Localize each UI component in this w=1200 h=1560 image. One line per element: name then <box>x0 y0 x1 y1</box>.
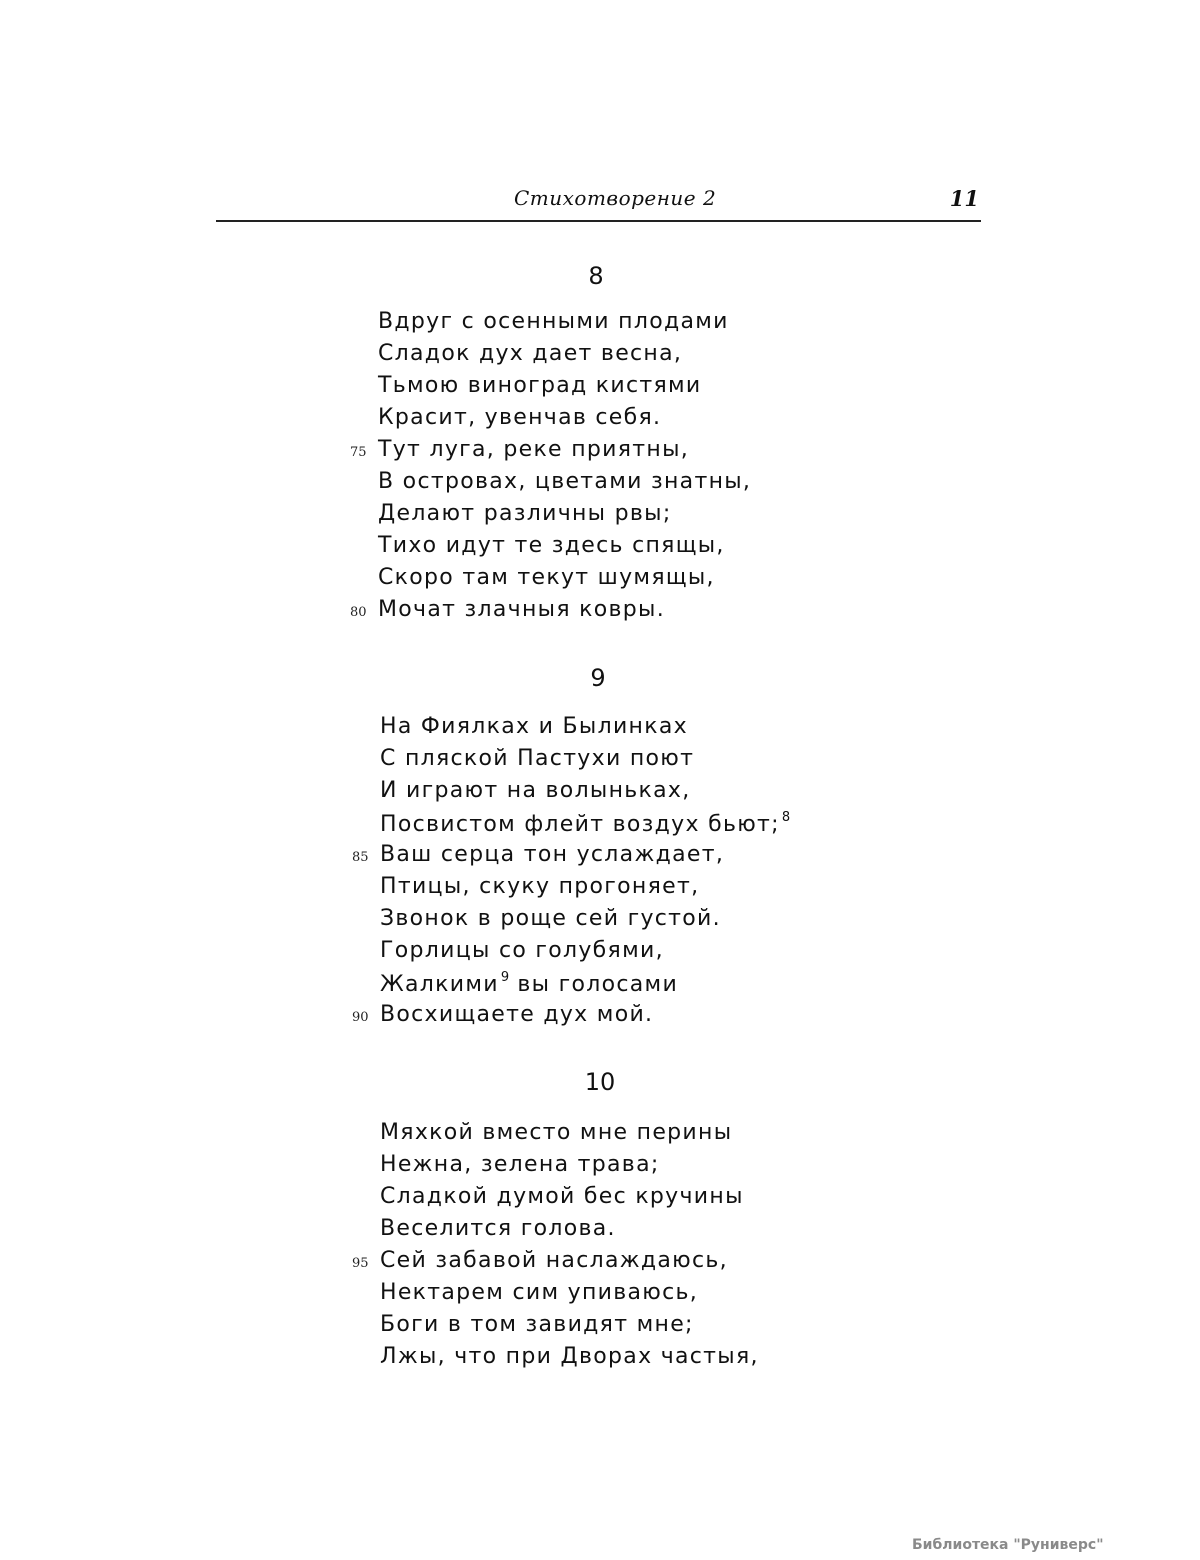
verse-line: Восхищаете дух мой. <box>380 1002 654 1027</box>
page-number: 11 <box>949 186 979 211</box>
verse-line <box>380 970 678 997</box>
verse-line: Тут луга, реке приятны, <box>378 437 690 462</box>
verse-line: Сей забавой наслаждаюсь, <box>380 1248 728 1273</box>
library-watermark: Библиотека "Руниверс" <box>912 1537 1104 1553</box>
verse-line: Сладкой думой бес кручины <box>380 1184 744 1209</box>
stanza-number: 10 <box>584 1068 616 1096</box>
line-number: 95 <box>352 1256 369 1271</box>
footnote-marker: 9 <box>500 970 510 985</box>
verse-line: Тихо идут те здесь спящы, <box>378 533 725 558</box>
stanza-number: 8 <box>588 262 604 290</box>
verse-line: Лжы, что при Дворах частыя, <box>380 1344 759 1369</box>
verse-line: Птицы, скуку прогоняет, <box>380 874 700 899</box>
verse-line: Сладок дух дает весна, <box>378 341 683 366</box>
verse-line: И играют на волыньках, <box>380 778 691 803</box>
line-number: 75 <box>350 445 367 460</box>
verse-line: Скоро там текут шумящы, <box>378 565 715 590</box>
verse-line: Мочат злачныя ковры. <box>378 597 665 622</box>
running-header <box>216 186 981 222</box>
verse-line: В островах, цветами знатны, <box>378 469 752 494</box>
verse-line: Вдруг с осенными плодами <box>378 309 729 334</box>
verse-line: Нежна, зелена трава; <box>380 1152 660 1177</box>
verse-line: Нектарем сим упиваюсь, <box>380 1280 699 1305</box>
verse-line: На Фиялках и Былинках <box>380 714 688 739</box>
verse-line <box>380 810 790 837</box>
verse-text: Посвистом флейт воздух бьют; <box>380 812 780 837</box>
stanza-number: 9 <box>590 664 606 692</box>
verse-line: Горлицы со голубями, <box>380 938 664 963</box>
footnote-marker: 8 <box>781 810 791 825</box>
line-number: 90 <box>352 1010 369 1025</box>
verse-line: Мяхкой вместо мне перины <box>380 1120 733 1145</box>
header-title: Стихотворение 2 <box>514 186 717 210</box>
verse-line: Боги в том завидят мне; <box>380 1312 694 1337</box>
line-number: 80 <box>350 605 367 620</box>
verse-line: Ваш серца тон услаждает, <box>380 842 725 867</box>
verse-line: Тьмою виноград кистями <box>378 373 702 398</box>
verse-line: С пляской Пастухи поют <box>380 746 695 771</box>
verse-text: Жалкими <box>380 972 499 997</box>
verse-line: Веселится голова. <box>380 1216 616 1241</box>
verse-text: вы голосами <box>517 972 679 997</box>
verse-line: Делают различны рвы; <box>378 501 672 526</box>
line-number: 85 <box>352 850 369 865</box>
verse-line: Звонок в роще сей густой. <box>380 906 721 931</box>
verse-line: Красит, увенчав себя. <box>378 405 662 430</box>
